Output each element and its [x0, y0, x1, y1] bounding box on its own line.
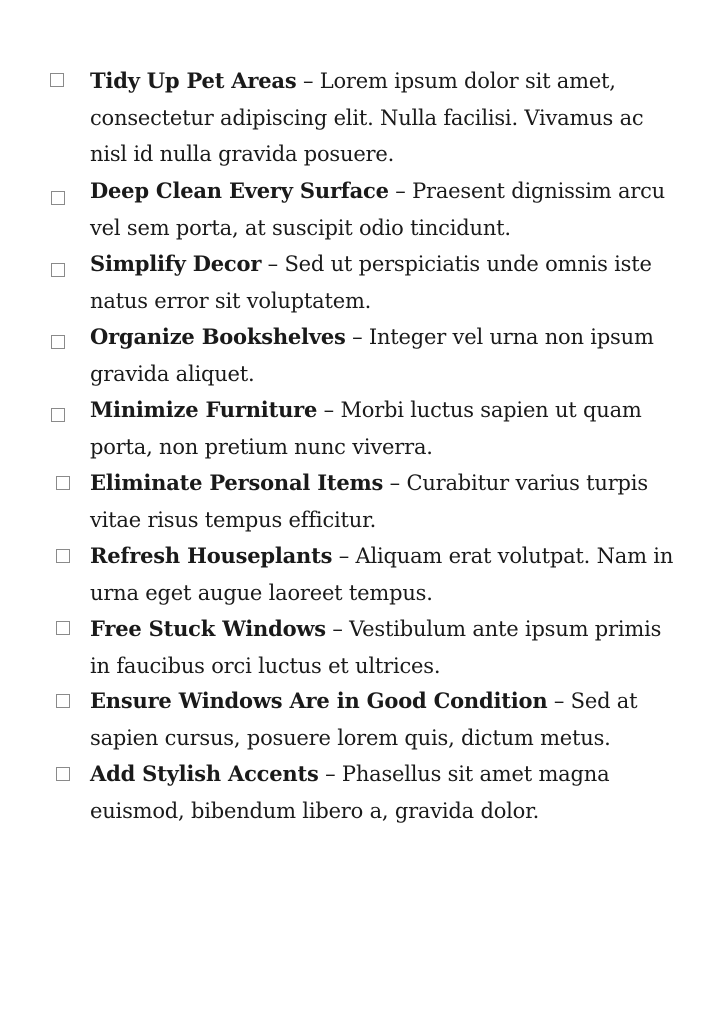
- item-description: Sed ut perspiciatis unde omnis iste natus error sit voluptatem.: [90, 252, 652, 313]
- item-description: Morbi luctus sapien ut quam porta, non pretium nunc viverra.: [90, 398, 642, 459]
- item-separator: –: [317, 398, 341, 422]
- checkbox-add-stylish-accents[interactable]: [56, 767, 70, 781]
- checkbox-deep-clean-every-surface[interactable]: [51, 191, 65, 205]
- checkbox-simplify-decor[interactable]: [51, 263, 65, 277]
- item-text: [90, 63, 680, 173]
- item-separator: –: [261, 252, 285, 276]
- item-title: Eliminate Personal Items: [90, 470, 384, 495]
- item-description: Vestibulum ante ipsum primis in faucibus orci luctus et ultrices.: [90, 617, 662, 678]
- item-title: Refresh Houseplants: [90, 543, 333, 568]
- item-description: Praesent dignissim arcu vel sem porta, at suscipit odio tincidunt.: [90, 179, 665, 240]
- item-title: Ensure Windows Are in Good Condition: [90, 688, 548, 713]
- item-separator: –: [318, 762, 342, 786]
- item-description: Curabitur varius turpis vitae risus tempus efficitur.: [90, 471, 648, 532]
- item-text: [90, 173, 680, 246]
- item-description: Phasellus sit amet magna euismod, bibendum libero a, gravida dolor.: [90, 762, 610, 823]
- item-separator: –: [325, 617, 350, 641]
- item-title: Free Stuck Windows: [90, 616, 326, 641]
- item-title: Deep Clean Every Surface: [90, 178, 389, 203]
- item-text: [90, 683, 680, 756]
- item-description: Sed at sapien cursus, posuere lorem quis, dictum metus.: [90, 689, 638, 750]
- item-separator: –: [388, 179, 413, 203]
- item-title: Minimize Furniture: [90, 397, 318, 422]
- item-separator: –: [296, 69, 320, 93]
- item-text: [90, 246, 680, 319]
- item-description: Integer vel urna non ipsum gravida aliquet.: [90, 325, 654, 386]
- item-title: Add Stylish Accents: [90, 761, 319, 786]
- checkbox-refresh-houseplants[interactable]: [56, 549, 70, 563]
- item-text: [90, 756, 680, 829]
- item-separator: –: [345, 325, 369, 349]
- item-text: [90, 319, 680, 392]
- checkbox-organize-bookshelves[interactable]: [51, 335, 65, 349]
- checkbox-free-stuck-windows[interactable]: [56, 621, 70, 635]
- item-separator: –: [547, 689, 571, 713]
- checkbox-ensure-windows-good-condition[interactable]: [56, 694, 70, 708]
- checkbox-minimize-furniture[interactable]: [51, 408, 65, 422]
- item-title: Simplify Decor: [90, 251, 262, 276]
- item-text: [90, 611, 680, 684]
- checkbox-eliminate-personal-items[interactable]: [56, 476, 70, 490]
- item-text: [90, 465, 680, 538]
- item-title: Tidy Up Pet Areas: [90, 68, 297, 93]
- item-separator: –: [383, 471, 407, 495]
- item-text: [90, 538, 680, 611]
- item-separator: –: [332, 544, 356, 568]
- item-title: Organize Bookshelves: [90, 324, 346, 349]
- item-description: Aliquam erat volutpat. Nam in urna eget augue laoreet tempus.: [90, 544, 674, 605]
- checkbox-tidy-up-pet-areas[interactable]: [50, 73, 64, 87]
- item-description: Lorem ipsum dolor sit amet, consectetur adipiscing elit. Nulla facilisi. Vivamus ac nisl id nulla gravida posuere.: [90, 69, 644, 166]
- item-text: [90, 392, 680, 465]
